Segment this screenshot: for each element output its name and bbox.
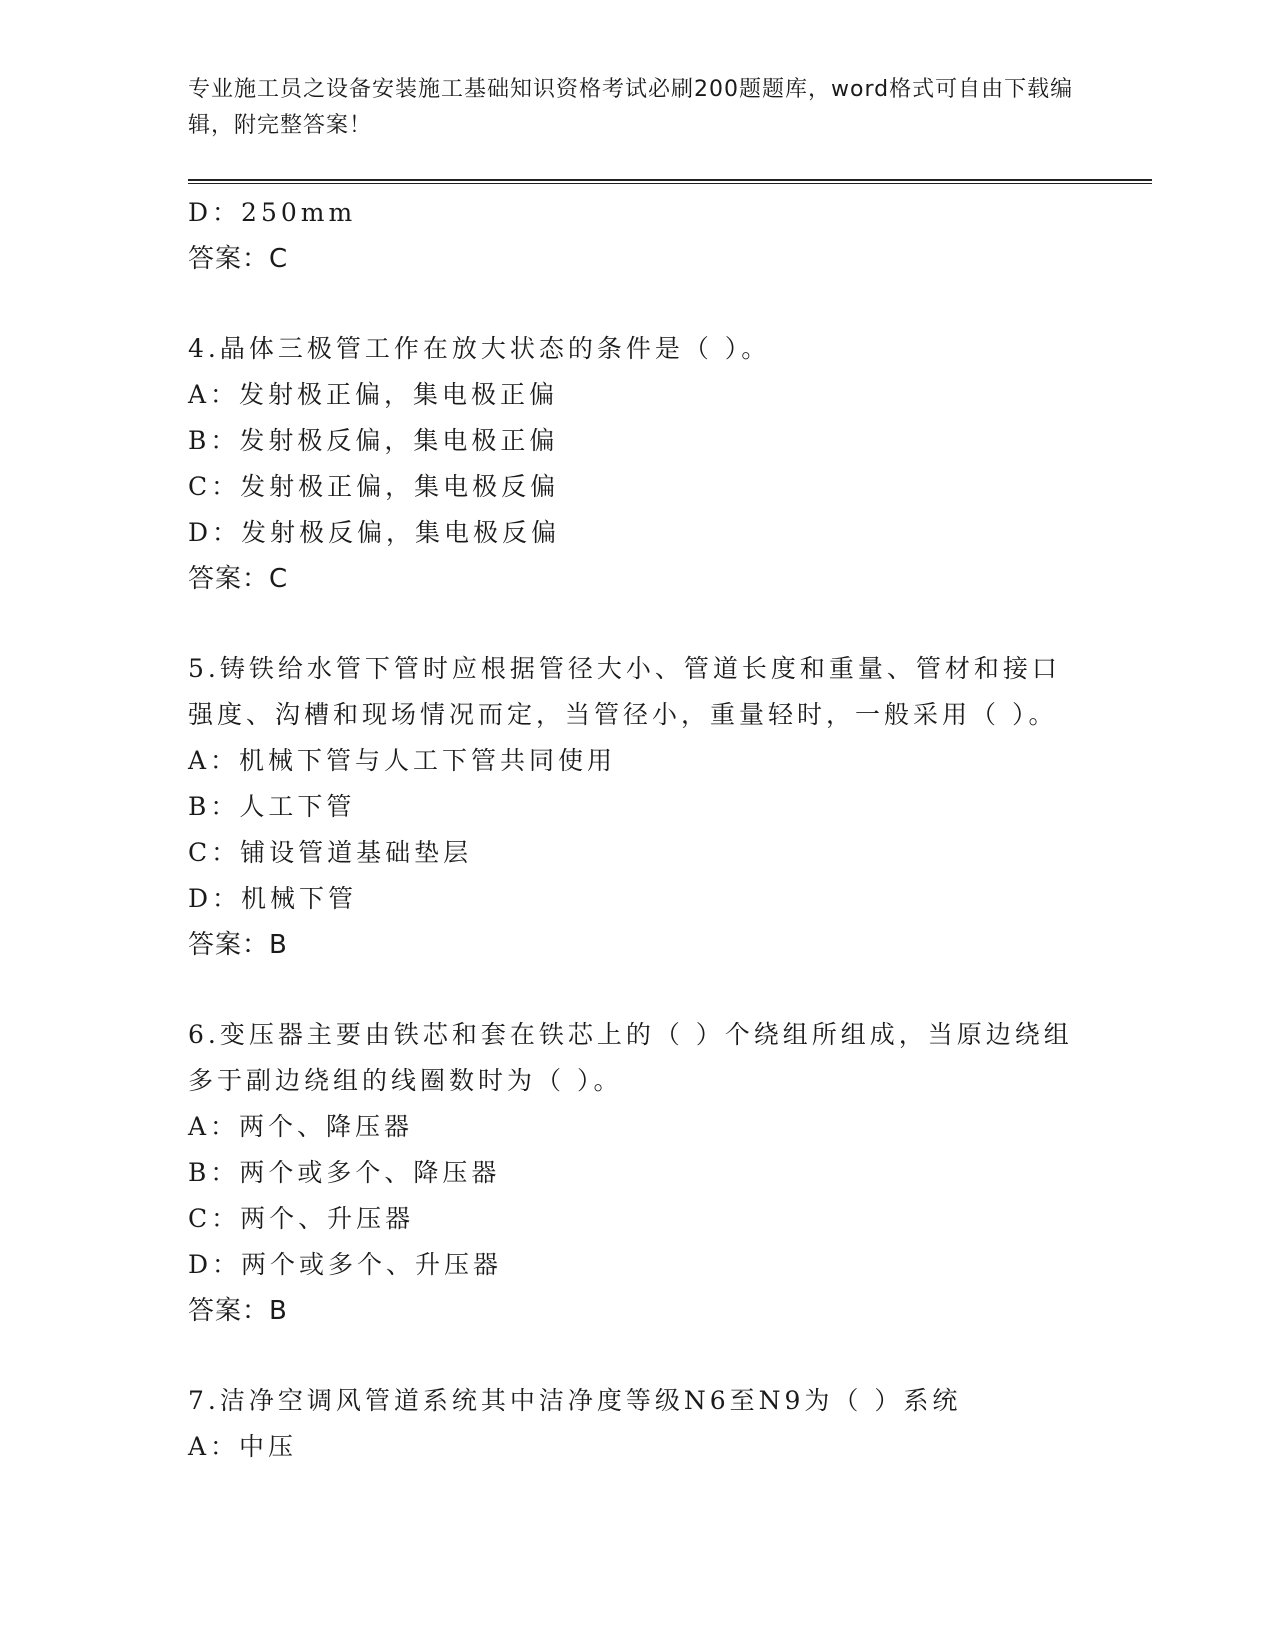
option-d: D：两个或多个、升压器 — [188, 1250, 503, 1279]
spacer — [188, 602, 1088, 646]
option-b: B：发射极反偏，集电极正偏 — [188, 426, 559, 455]
option-a: A：中压 — [188, 1432, 298, 1461]
option-b: B：两个或多个、降压器 — [188, 1158, 501, 1187]
spacer — [188, 282, 1088, 326]
answer: 答案：B — [188, 1296, 288, 1326]
question-list — [188, 190, 1088, 1470]
spacer — [188, 1334, 1088, 1378]
option-a: A：两个、降压器 — [188, 1112, 414, 1141]
answer: 答案：B — [188, 930, 288, 960]
document-header: 专业施工员之设备安装施工基础知识资格考试必刷200题题库，word格式可自由下载编辑，附完整答案！ — [188, 77, 1074, 138]
option-c: C：发射极正偏，集电极反偏 — [188, 472, 560, 501]
spacer — [188, 968, 1088, 1012]
answer: 答案：C — [188, 564, 289, 594]
option-d: D：发射极反偏，集电极反偏 — [188, 518, 561, 547]
option-c: C：铺设管道基础垫层 — [188, 838, 473, 867]
option-c: C：两个、升压器 — [188, 1204, 415, 1233]
option-d: D：250mm — [188, 198, 357, 227]
header-rule-thick — [188, 179, 1152, 181]
option-b: B：人工下管 — [188, 792, 356, 821]
question-stem: 7.洁净空调风管道系统其中洁净度等级N6至N9为（ ）系统 — [188, 1386, 962, 1415]
question-stem: 4.晶体三极管工作在放大状态的条件是（ ）。 — [188, 334, 771, 363]
question-stem: 6.变压器主要由铁芯和套在铁芯上的（ ）个绕组所组成，当原边绕组多于副边绕组的线圈数时为（ ）。 — [188, 1020, 1073, 1095]
answer: 答案：C — [188, 244, 289, 274]
header-rule-thin — [188, 183, 1152, 184]
option-a: A：机械下管与人工下管共同使用 — [188, 746, 617, 775]
option-a: A：发射极正偏，集电极正偏 — [188, 380, 559, 409]
option-d: D：机械下管 — [188, 884, 358, 913]
question-stem: 5.铸铁给水管下管时应根据管径大小、管道长度和重量、管材和接口强度、沟槽和现场情况而定，当管径小，重量轻时，一般采用（ ）。 — [188, 654, 1061, 729]
